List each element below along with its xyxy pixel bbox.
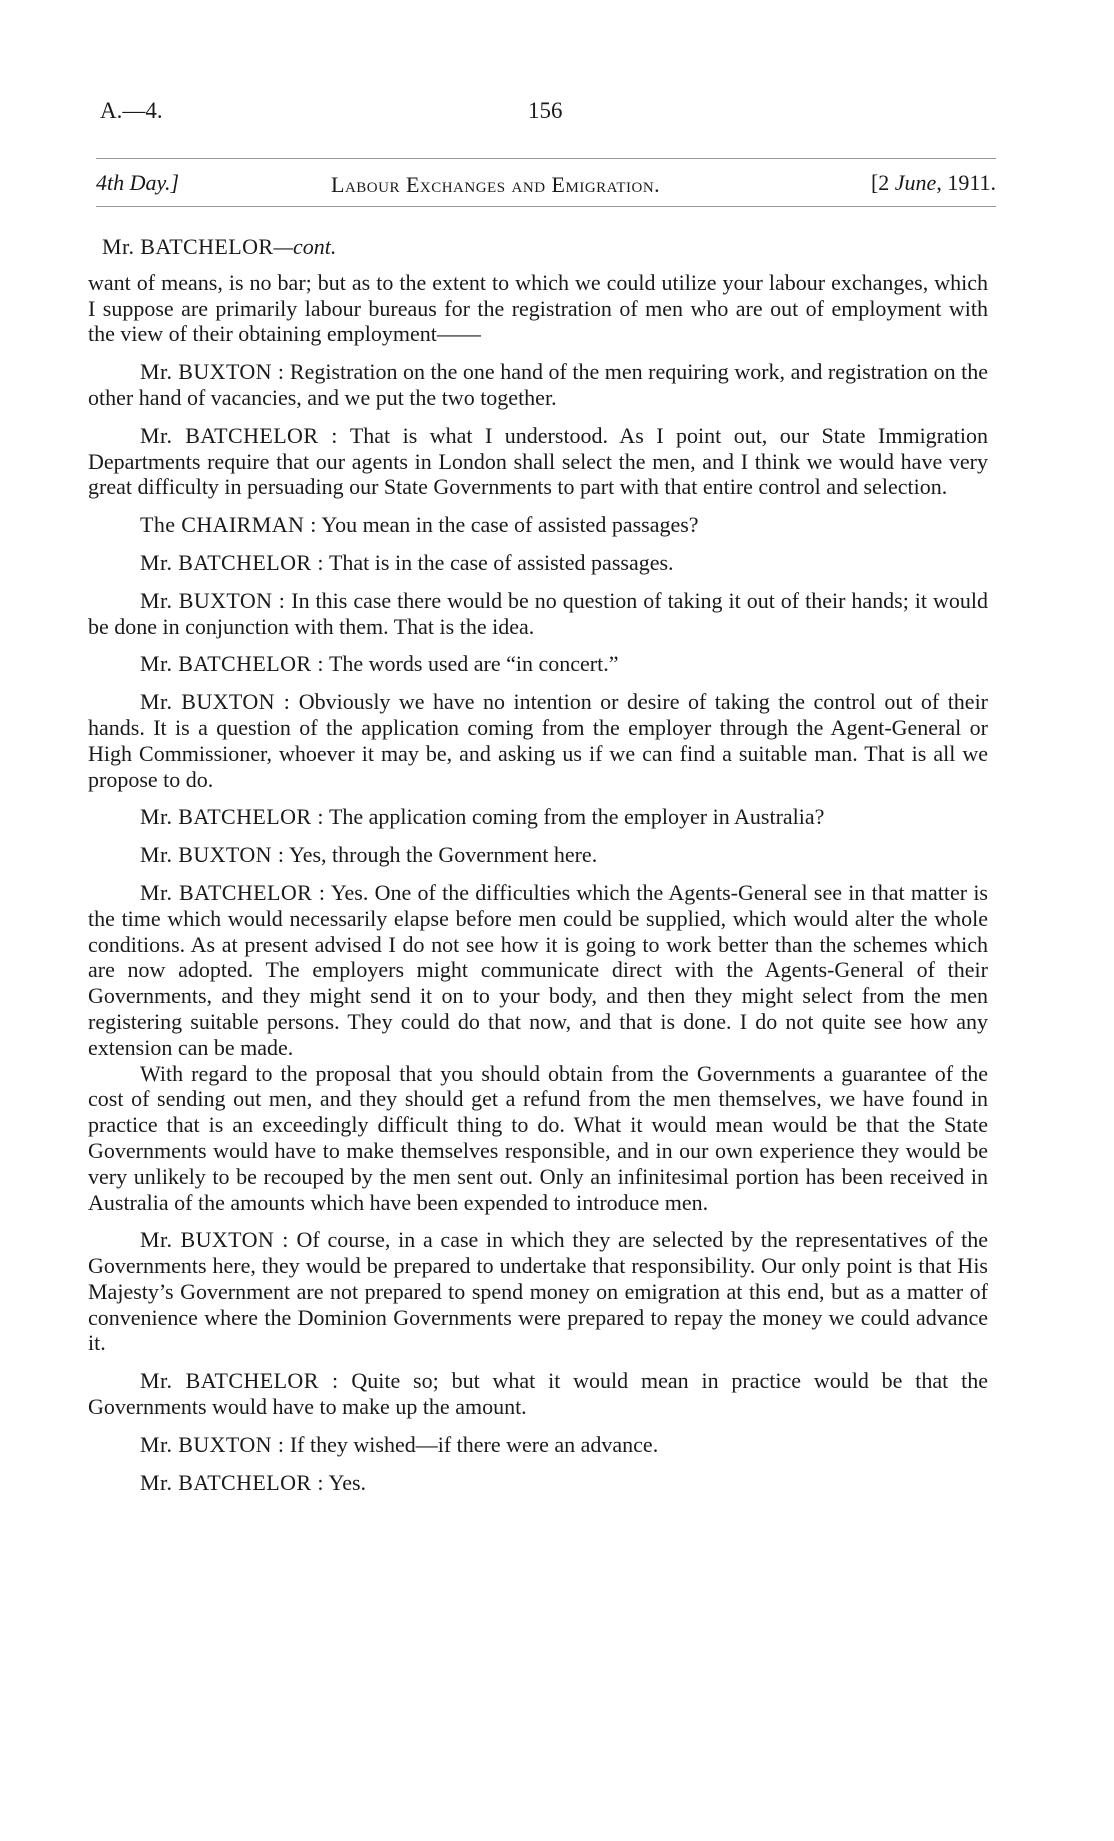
transcript-body (88, 234, 988, 1495)
session-date (871, 170, 996, 196)
paragraph (88, 359, 988, 411)
paragraph (88, 423, 988, 500)
date-suffix: , 1911. (936, 170, 996, 195)
paragraph (88, 651, 988, 677)
paragraph-text: Yes, through the Government here. (284, 842, 598, 868)
speaker-name: Mr. BUXTON : (140, 689, 291, 715)
paragraph-text: Yes. One of the difficulties which the Agents-General see in that matter is the time which would necessarily elapse before men could be supplied, which would alter the whole conditions. As at present advised I do not see how it is going to work better than the schemes which are now adopted. The employers might communicate direct with the Agents-General of their Governments, and they might send it on to your body, and then they might select from the men registering suitable persons. They could do that now, and that is done. I do not quite see how any extension can be made. (88, 879, 988, 1060)
paragraph-text: The words used are “in concert.” (323, 651, 619, 677)
paragraph (88, 1227, 988, 1356)
paragraph (88, 1432, 988, 1458)
speaker-name: Mr. BATCHELOR : (140, 422, 338, 448)
running-head (96, 170, 996, 204)
paragraph (88, 1470, 988, 1496)
paragraph-text: Quite so; but what it would mean in practice would be that the Governments would have to make up the amount. (88, 1368, 988, 1420)
continuation-speaker: Mr. BATCHELOR (102, 234, 274, 259)
paragraph-text: If they wished—if there were an advance. (284, 1431, 659, 1457)
paper-reference: A.—4. (100, 98, 163, 123)
speaker-name: Mr. BUXTON : (140, 842, 285, 868)
paragraph (88, 588, 988, 640)
paragraph-text: The application coming from the employer in Australia? (323, 804, 825, 830)
paragraph-text: That is in the case of assisted passages. (323, 549, 674, 575)
paragraph (88, 512, 988, 538)
paragraph-text: That is what I understood. As I point out, our State Immigration Departments require that our agents in London shall select the men, and I think we would have very great difficulty in persuading our State Governments to part with that entire control and selection. (88, 422, 988, 500)
paragraph-text: With regard to the proposal that you should obtain from the Governments a guarantee of the cost of sending out men, and they should get a refund from the men themselves, we have found in practice that is an exceedingly difficult thing to do. What it would mean would be that the State Governments would have to make themselves responsible, and in our own experience they would be very unlikely to be recouped by the men sent out. Only an infinitesimal portion has been received in Australia of the amounts which have been expended to introduce men. (88, 1060, 988, 1215)
paragraph (88, 689, 988, 792)
speaker-name: Mr. BUXTON : (140, 359, 285, 385)
paragraph-text: want of means, is no bar; but as to the extent to which we could utilize your labour exchanges, which I suppose are primarily labour bureaus for the registration of men who are out of employment with the view of their obtaining employment—— (88, 269, 988, 347)
paragraph-text: In this case there would be no question of taking it out of their hands; it would be done in conjunction with them. That is the idea. (88, 587, 988, 639)
speaker-name: Mr. BATCHELOR : (140, 651, 324, 677)
speaker-name: Mr. BATCHELOR : (140, 549, 324, 575)
speaker-name: Mr. BUXTON : (140, 1431, 285, 1457)
day-label: 4th Day.] (96, 170, 180, 195)
paragraph-text: Of course, in a case in which they are selected by the representatives of the Governments here, they would be prepared to undertake that responsibility. Our only point is that His Majesty’s Government are not prepared to spend money on emigration at this end, but as a matter of convenience where the Dominion Governments were prepared to repay the money we could advance it. (88, 1227, 988, 1356)
folio-line (100, 98, 1000, 128)
paragraph-text: You mean in the case of assisted passages? (316, 512, 699, 538)
page-number: 156 (528, 98, 563, 123)
speaker-name: Mr. BATCHELOR : (140, 804, 324, 830)
continuation-heading (88, 234, 988, 260)
paragraph-text: Registration on the one hand of the men requiring work, and registration on the other hand of vacancies, and we put the two together. (88, 359, 988, 410)
paragraph-text: Yes. (323, 1469, 367, 1495)
date-prefix: [2 (870, 170, 895, 195)
speaker-name: Mr. BATCHELOR : (140, 1368, 339, 1394)
paragraph (88, 550, 988, 576)
speaker-name: Mr. BUXTON : (140, 587, 286, 613)
paragraph-text: Obviously we have no intention or desire of taking the control out of their hands. It is a question of the application coming from the employer through the Agent-General or High Commissioner, whoever it may be, and asking us if we can find a suitable man. That is all we propose to do. (88, 689, 989, 792)
paragraph (88, 804, 988, 830)
paragraph (88, 842, 988, 868)
paragraph (88, 880, 988, 1061)
paragraph (88, 1061, 988, 1216)
speaker-name: The CHAIRMAN : (140, 512, 317, 538)
speaker-name: Mr. BATCHELOR : (140, 1469, 324, 1495)
header-top-rule (96, 158, 996, 159)
paragraph (88, 270, 988, 347)
header-bottom-rule (96, 206, 996, 207)
speaker-name: Mr. BATCHELOR : (140, 879, 326, 905)
date-month: June (894, 170, 937, 195)
continuation-suffix: —cont. (273, 234, 337, 259)
speaker-name: Mr. BUXTON : (140, 1227, 289, 1253)
running-title: Labour Exchanges and Emigration. (331, 172, 661, 197)
paragraph (88, 1368, 988, 1420)
